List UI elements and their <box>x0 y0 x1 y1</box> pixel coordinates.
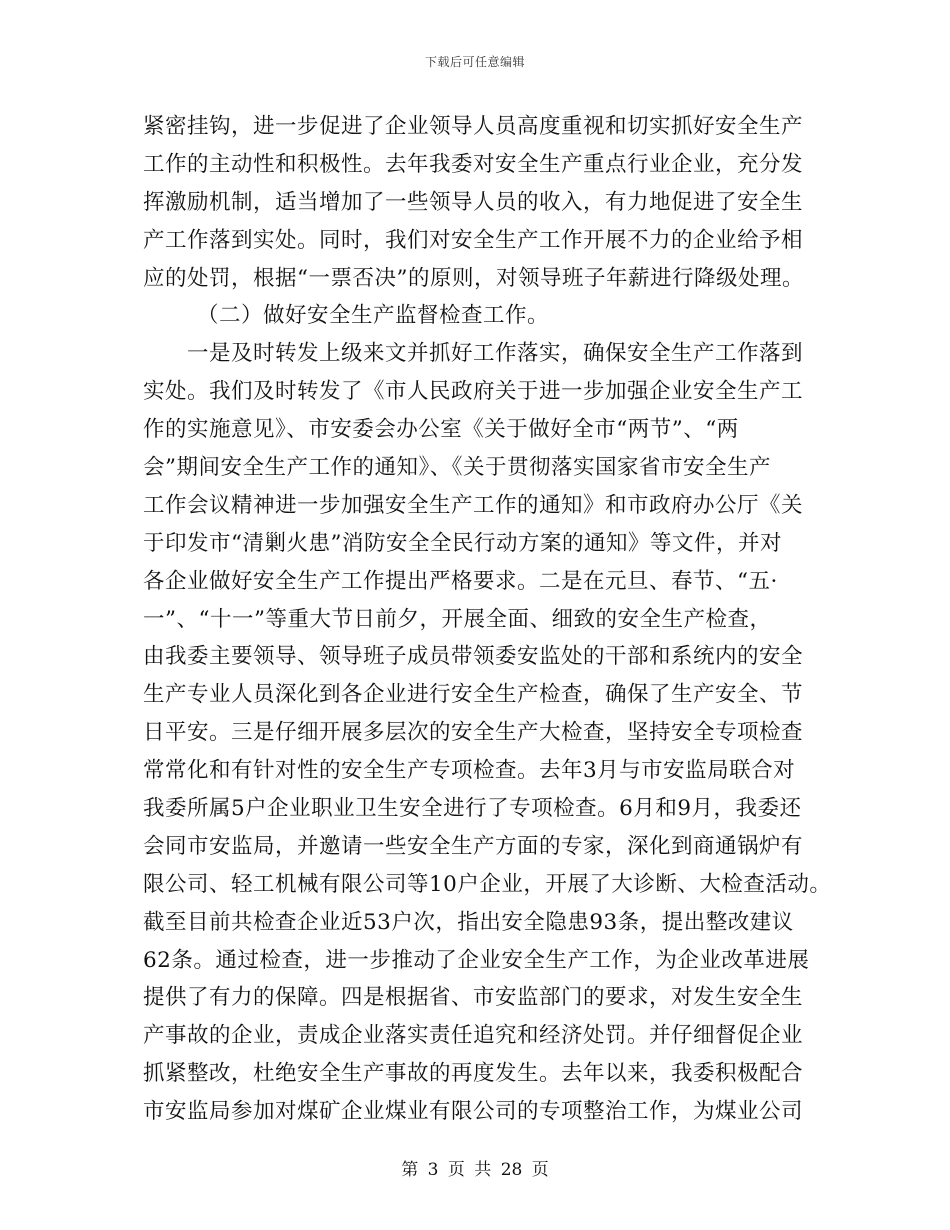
text-line: 抓紧整改，杜绝安全生产事故的再度发生。去年以来，我委积极配合 <box>143 1061 804 1087</box>
text-line: 我委所属5户企业职业卫生安全进行了专项检查。6月和9月，我委还 <box>143 796 802 822</box>
text-line: 作的实施意见》、市安委会办公室《关于做好全市“两节”、“两 <box>143 417 739 443</box>
text-line: 会同市安监局，并邀请一些安全生产方面的专家，深化到商通锅炉有 <box>143 833 804 859</box>
page-header: 下载后可任意编辑 <box>424 55 525 69</box>
text-line: 提供了有力的保障。四是根据省、市安监部门的要求，对发生安全生 <box>143 985 804 1011</box>
text-line: 截至目前共检查企业近53户次，指出安全隐患93条，提出整改建议 <box>143 909 794 935</box>
text-line: 产事故的企业，责成企业落实责任追究和经济处罚。并仔细督促企业 <box>143 1023 804 1049</box>
text-line: 于印发市“清剿火患”消防安全全民行动方案的通知》等文件，并对 <box>143 530 782 556</box>
text-line: 限公司、轻工机械有限公司等10户企业，开展了大诊断、大检查活动。 <box>143 871 832 897</box>
section-heading: （二）做好安全生产监督检查工作。 <box>197 303 550 329</box>
text-line: 工作会议精神进一步加强安全生产工作的通知》和市政府办公厅《关 <box>143 492 804 518</box>
text-line: 62条。通过检查，进一步推动了企业安全生产工作，为企业改革进展 <box>143 947 810 973</box>
text-line: 一是及时转发上级来文并抓好工作落实，确保安全生产工作落到 <box>187 341 804 367</box>
text-line: 生产专业人员深化到各企业进行安全生产检查，确保了生产安全、节 <box>143 682 804 708</box>
text-line: 紧密挂钩，进一步促进了企业领导人员高度重视和切实抓好安全生产 <box>143 114 804 139</box>
text-line: 产工作落到实处。同时，我们对安全生产工作开展不力的企业给予相 <box>143 227 804 253</box>
text-line: 常常化和有针对性的安全生产专项检查。去年3月与市安监局联合对 <box>143 758 796 784</box>
text-line: 由我委主要领导、领导班子成员带领委安监处的干部和系统内的安全 <box>143 644 804 670</box>
text-line: 会”期间安全生产工作的通知》、《关于贯彻落实国家省市安全生产 <box>143 455 771 481</box>
text-line: 一”、“十一”等重大节日前夕，开展全面、细致的安全生产检查， <box>143 606 772 632</box>
document-body <box>143 108 832 1131</box>
text-line: 工作的主动性和积极性。去年我委对安全生产重点行业企业，充分发 <box>143 151 804 177</box>
text-line: 日平安。三是仔细开展多层次的安全生产大检查，坚持安全专项检查 <box>143 720 804 746</box>
text-line: 市安监局参加对煤矿企业煤业有限公司的专项整治工作，为煤业公司 <box>143 1099 804 1125</box>
text-line: 挥激励机制，适当增加了一些领导人员的收入，有力地促进了安全生 <box>143 189 804 215</box>
text-line: 应的处罚，根据“一票否决”的原则，对领导班子年薪进行降级处理。 <box>143 265 804 291</box>
text-line: 实处。我们及时转发了《市人民政府关于进一步加强企业安全生产工 <box>143 379 804 405</box>
page-number-footer: 第 3 页 共 28 页 <box>401 1160 549 1180</box>
text-line: 各企业做好安全生产工作提出严格要求。二是在元旦、春节、“五· <box>143 568 778 594</box>
